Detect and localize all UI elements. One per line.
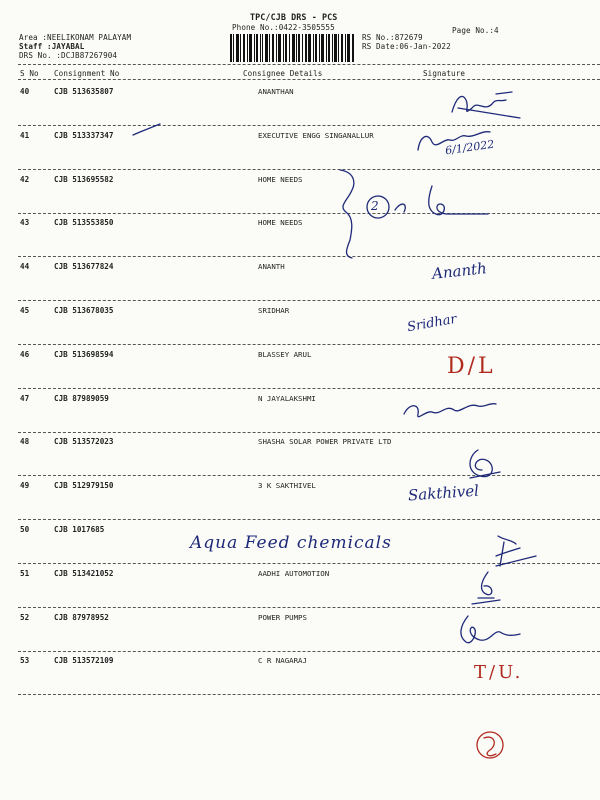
row-consignee-name: EXECUTIVE ENGG SINGANALLUR [258,130,374,140]
row-divider [18,300,600,301]
row-divider [18,519,600,520]
row-consignment-number: CJB 513677824 [54,262,114,272]
row-consignment-number: CJB 87978952 [54,612,109,622]
row-serial-number: 51 [20,568,30,578]
row-serial-number: 47 [20,393,30,403]
row-serial-number: 52 [20,612,30,622]
row-divider [18,256,600,257]
signature-row42 [395,186,488,215]
row-consignment-number: CJB 513572023 [54,437,114,447]
row-serial-number: 46 [20,349,30,359]
signature-row51 [472,572,500,604]
column-header-consignment: Consignment No [54,69,120,78]
row-divider [18,694,600,695]
drs-number: DRS No. :DCJB87267904 [19,51,118,60]
divider [18,79,600,80]
rs-date: RS Date:06-Jan-2022 [362,42,451,51]
row-serial-number: 49 [20,481,30,491]
row-consignment-number: CJB 513553850 [54,218,114,228]
row-serial-number: 41 [20,130,30,140]
handwritten-dl-mark: D/L [447,354,496,379]
row-consignment-number: CJB 1017685 [54,525,105,534]
row-consignee-name: C R NAGARAJ [258,656,307,666]
divider [18,64,600,65]
signature-row48 [470,450,500,478]
column-header-signature: Signature [423,69,466,78]
row-consignment-number: CJB 513421052 [54,568,114,578]
page-number: Page No.:4 [452,26,499,35]
column-header-sno: S No [20,69,39,78]
row-consignment-number: CJB 513572109 [54,656,114,666]
row-serial-number: 43 [20,218,30,228]
row-divider [18,344,600,345]
row-consignment-number: CJB 87989059 [54,393,109,403]
row-divider [18,563,600,564]
signature-row47 [404,404,496,417]
row-serial-number: 48 [20,437,30,447]
row-serial-number: 50 [20,525,30,534]
row-consignee-name: 3 K SAKTHIVEL [258,481,316,491]
row-divider [18,607,600,608]
row-consignee-name: ANANTHAN [258,87,294,96]
red-circle-mark [477,732,503,758]
row-consignment-number: CJB 513678035 [54,306,114,315]
staff-label: Staff :JAYABAL [19,42,85,51]
row-consignment-number: CJB 513698594 [54,349,114,359]
column-header-consignee: Consignee Details [243,69,323,78]
barcode-image [230,34,354,62]
sheet-title: TPC/CJB DRS - PCS [250,12,338,22]
row-serial-number: 53 [20,656,30,666]
handwritten-number: 2 [371,199,379,213]
row-divider [18,432,600,433]
rs-number: RS No.:872679 [362,33,423,42]
row-divider [18,388,600,389]
signature-sridhar: Sridhar [406,311,458,336]
handwritten-date: 6/1/2022 [444,137,496,158]
handwritten-consignee: Aqua Feed chemicals [190,533,392,553]
row-divider [18,213,600,214]
row-divider [18,651,600,652]
area-label: Area :NEELIKONAM PALAYAM [19,33,132,42]
row-serial-number: 40 [20,87,30,96]
row-consignment-number: CJB 513337347 [54,130,114,140]
row-divider [18,125,600,126]
bracket-mark [340,170,354,258]
signature-sakthivel: Sakthivel [407,481,480,505]
row-serial-number: 42 [20,174,30,184]
row-consignee-name: HOME NEEDS [258,174,303,184]
handwritten-tu-mark: T/U. [474,662,524,683]
row-consignee-name: ANANTH [258,262,285,272]
row-consignment-number: CJB 513695582 [54,174,114,184]
row-consignee-name: HOME NEEDS [258,218,303,228]
red-scribble [484,737,496,756]
row-serial-number: 45 [20,306,30,315]
row-divider [18,475,600,476]
row-consignee-name: POWER PUMPS [258,612,307,622]
row-serial-number: 44 [20,262,30,272]
row-consignee-name: BLASSEY ARUL [258,349,312,359]
signature-row40 [452,92,520,118]
row-consignment-number: CJB 513635807 [54,87,114,96]
signature-ananth: Ananth [431,259,488,283]
row-divider [18,169,600,170]
phone-number: Phone No.:0422-3505555 [232,23,335,32]
row-consignee-name: SRIDHAR [258,306,290,315]
row-consignee-name: SHASHA SOLAR POWER PRIVATE LTD [258,437,392,447]
row-consignee-name: N JAYALAKSHMI [258,393,316,403]
signature-row50 [496,536,536,566]
signature-row52 [461,616,520,643]
row-consignment-number: CJB 512979150 [54,481,114,491]
row-consignee-name: AADHI AUTOMOTION [258,568,330,578]
